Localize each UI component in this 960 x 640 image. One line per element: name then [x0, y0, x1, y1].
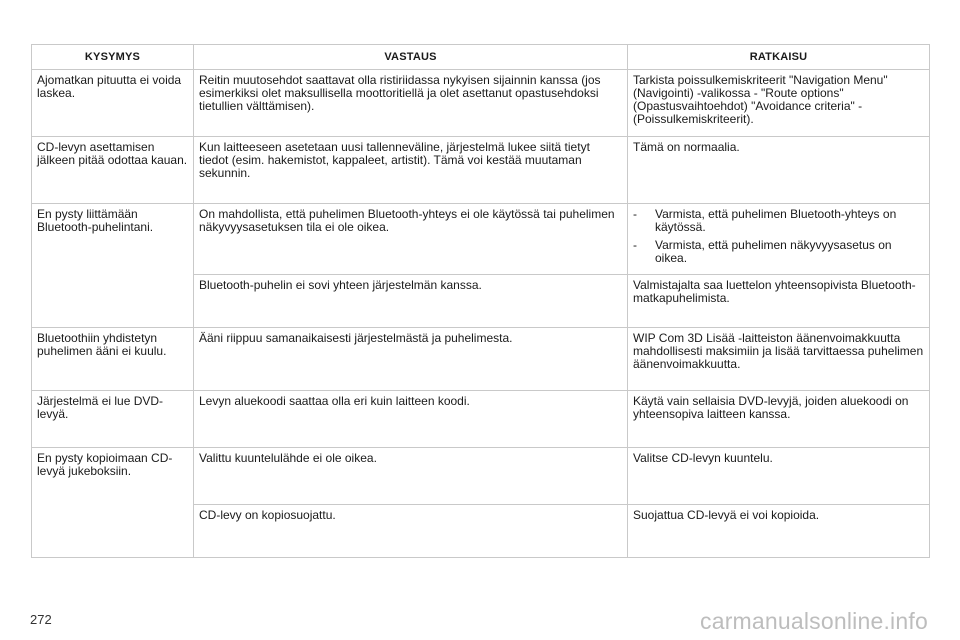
solution-cell: Käytä vain sellaisia DVD-levyjä, joiden aluekoodi on yhteensopiva laitteen kanssa.	[628, 391, 930, 448]
solution-cell: Tarkista poissulkemiskriteerit "Navigation Menu" (Navigointi) -valikossa - "Route options" (Opastusvaihtoehdot) "Avoidance criteria" - (Poissulkemiskriteerit).	[628, 70, 930, 137]
table-row	[32, 448, 930, 505]
solution-list	[633, 208, 924, 265]
answer-cell: Levyn aluekoodi saattaa olla eri kuin laitteen koodi.	[194, 391, 628, 448]
question-cell: En pysty kopioimaan CD-levyä jukeboksiin.	[32, 448, 194, 558]
question-cell: Bluetoothiin yhdistetyn puhelimen ääni ei kuulu.	[32, 328, 194, 391]
table-row	[32, 204, 930, 275]
question-cell: CD-levyn asettamisen jälkeen pitää odottaa kauan.	[32, 137, 194, 204]
answer-cell: Ääni riippuu samanaikaisesti järjestelmästä ja puhelimesta.	[194, 328, 628, 391]
solution-cell: Valmistajalta saa luettelon yhteensopivista Bluetooth-matkapuhelimista.	[628, 275, 930, 328]
answer-cell: Bluetooth-puhelin ei sovi yhteen järjestelmän kanssa.	[194, 275, 628, 328]
table-row	[32, 391, 930, 448]
solution-cell: WIP Com 3D Lisää -laitteiston äänenvoimakkuutta mahdollisesti maksimiin ja lisää tarvittaessa puhelimen äänenvoimakkuutta.	[628, 328, 930, 391]
faq-table	[31, 44, 930, 558]
question-cell: En pysty liittämään Bluetooth-puhelintani.	[32, 204, 194, 328]
answer-cell: Reitin muutosehdot saattavat olla ristiriidassa nykyisen sijainnin kanssa (jos esimerkiksi olet maksullisella moottoritiellä ja olet asettanut opastusehdoksi tietullien välttämisen).	[194, 70, 628, 137]
answer-cell: On mahdollista, että puhelimen Bluetooth-yhteys ei ole käytössä tai puhelimen näkyvyysasetuksen tila ei ole oikea.	[194, 204, 628, 275]
header-answer: VASTAUS	[194, 45, 628, 70]
list-item	[633, 208, 924, 234]
question-cell: Järjestelmä ei lue DVD-levyä.	[32, 391, 194, 448]
answer-cell: CD-levy on kopiosuojattu.	[194, 505, 628, 558]
table-header-row	[32, 45, 930, 70]
table-row	[32, 328, 930, 391]
list-item-text: Varmista, että puhelimen Bluetooth-yhteys on käytössä.	[655, 207, 897, 234]
solution-cell: Tämä on normaalia.	[628, 137, 930, 204]
solution-cell: Valitse CD-levyn kuuntelu.	[628, 448, 930, 505]
solution-cell	[628, 204, 930, 275]
dash-marker: -	[633, 207, 637, 221]
table-row	[32, 137, 930, 204]
list-item-text: Varmista, että puhelimen näkyvyysasetus on oikea.	[655, 238, 892, 265]
solution-cell: Suojattua CD-levyä ei voi kopioida.	[628, 505, 930, 558]
header-solution: RATKAISU	[628, 45, 930, 70]
list-item	[633, 239, 924, 265]
question-cell: Ajomatkan pituutta ei voida laskea.	[32, 70, 194, 137]
answer-cell: Kun laitteeseen asetetaan uusi tallenneväline, järjestelmä lukee siitä tietyt tiedot (esim. hakemistot, kappaleet, artistit). Tämä voi kestää muutaman sekunnin.	[194, 137, 628, 204]
table-row	[32, 70, 930, 137]
dash-marker: -	[633, 238, 637, 252]
page-number: 272	[30, 612, 52, 627]
header-question: KYSYMYS	[32, 45, 194, 70]
watermark: carmanualsonline.info	[700, 608, 928, 634]
answer-cell: Valittu kuuntelulähde ei ole oikea.	[194, 448, 628, 505]
